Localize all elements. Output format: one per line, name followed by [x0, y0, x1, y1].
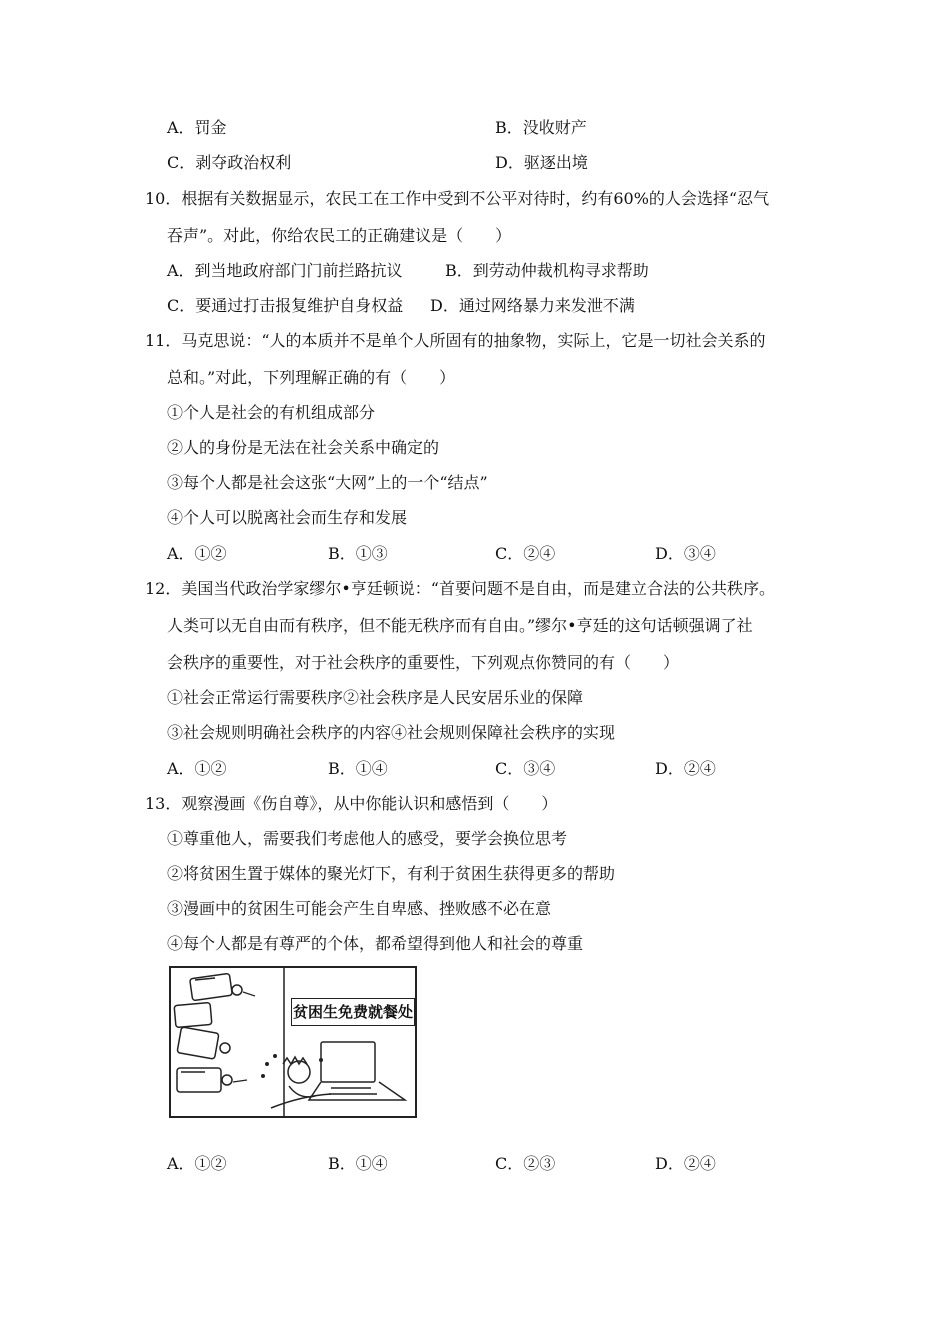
q13-statement-1: ①尊重他人，需要我们考虑他人的感受，要学会换位思考 — [167, 829, 568, 848]
q9-option-b: B．没收财产 — [495, 118, 587, 137]
q9-option-c: C．剥夺政治权利 — [167, 153, 292, 172]
q13-statement-2: ②将贫困生置于媒体的聚光灯下，有利于贫困生获得更多的帮助 — [167, 864, 616, 883]
q13-option-c: C．②③ — [495, 1154, 556, 1173]
q10-stem-line1: 10．根据有关数据显示，农民工在工作中受到不公平对待时，约有60%的人会选择“忍气 — [145, 189, 770, 208]
camera-icon — [174, 1002, 230, 1059]
q11-option-c: C．②④ — [495, 544, 556, 563]
q9-option-a: A．罚金 — [167, 118, 227, 137]
q12-option-d: D．②④ — [655, 759, 716, 778]
q12-stem-line1: 12．美国当代政治学家缪尔•亨廷顿说：“首要问题不是自由，而是建立合法的公共秩序。 — [145, 579, 775, 598]
q12-option-b: B．①④ — [328, 759, 388, 778]
camera-icon — [177, 1068, 232, 1092]
q10-option-a: A．到当地政府部门门前拦路抗议 — [167, 261, 403, 280]
q10-option-b: B．到劳动仲裁机构寻求帮助 — [445, 261, 649, 280]
q10-option-d: D．通过网络暴力来发泄不满 — [430, 296, 635, 315]
q13-option-d: D．②④ — [655, 1154, 716, 1173]
q12-option-c: C．③④ — [495, 759, 556, 778]
q11-stem-line1: 11．马克思说：“人的本质并不是单个人所固有的抽象物，实际上，它是一切社会关系的 — [145, 331, 766, 350]
camera-icon — [190, 973, 242, 1000]
q11-stem-line2: 总和。”对此，下列理解正确的有（ ） — [167, 368, 456, 387]
q10-option-c: C．要通过打击报复维护自身权益 — [167, 296, 404, 315]
q12-stem-line3: 会秩序的重要性，对于社会秩序的重要性，下列观点你赞同的有（ ） — [167, 653, 680, 672]
q10-stem-line2: 吞声”。对此，你给农民工的正确建议是（ ） — [167, 226, 512, 245]
q13-option-b: B．①④ — [328, 1154, 388, 1173]
q11-option-b: B．①③ — [328, 544, 388, 563]
q13-option-a: A．①② — [167, 1154, 227, 1173]
q11-statement-3: ③每个人都是社会这张“大网”上的一个“结点” — [167, 473, 488, 492]
q12-option-a: A．①② — [167, 759, 227, 778]
q13-statement-4: ④每个人都是有尊严的个体，都希望得到他人和社会的尊重 — [167, 934, 584, 953]
q13-statement-3: ③漫画中的贫困生可能会产生自卑感、挫败感不必在意 — [167, 899, 552, 918]
cartoon-image — [169, 966, 417, 1118]
q12-statements-1-2: ①社会正常运行需要秩序②社会秩序是人民安居乐业的保障 — [167, 688, 584, 707]
q12-statements-3-4: ③社会规则明确社会秩序的内容④社会规则保障社会秩序的实现 — [167, 723, 616, 742]
q9-option-d: D．驱逐出境 — [495, 153, 588, 172]
q11-option-a: A．①② — [167, 544, 227, 563]
q11-statement-2: ②人的身份是无法在社会关系中确定的 — [167, 438, 440, 457]
q11-statement-4: ④个人可以脱离社会而生存和发展 — [167, 508, 408, 527]
q13-stem: 13．观察漫画《伤自尊》，从中你能认识和感悟到（ ） — [145, 794, 558, 813]
cartoon-sign: 贫困生免费就餐处 — [291, 998, 415, 1026]
q11-option-d: D．③④ — [655, 544, 716, 563]
q11-statement-1: ①个人是社会的有机组成部分 — [167, 403, 376, 422]
q12-stem-line2: 人类可以无自由而有秩序，但不能无秩序而有自由。”缪尔•亨廷的这句话顿强调了社 — [167, 616, 753, 635]
